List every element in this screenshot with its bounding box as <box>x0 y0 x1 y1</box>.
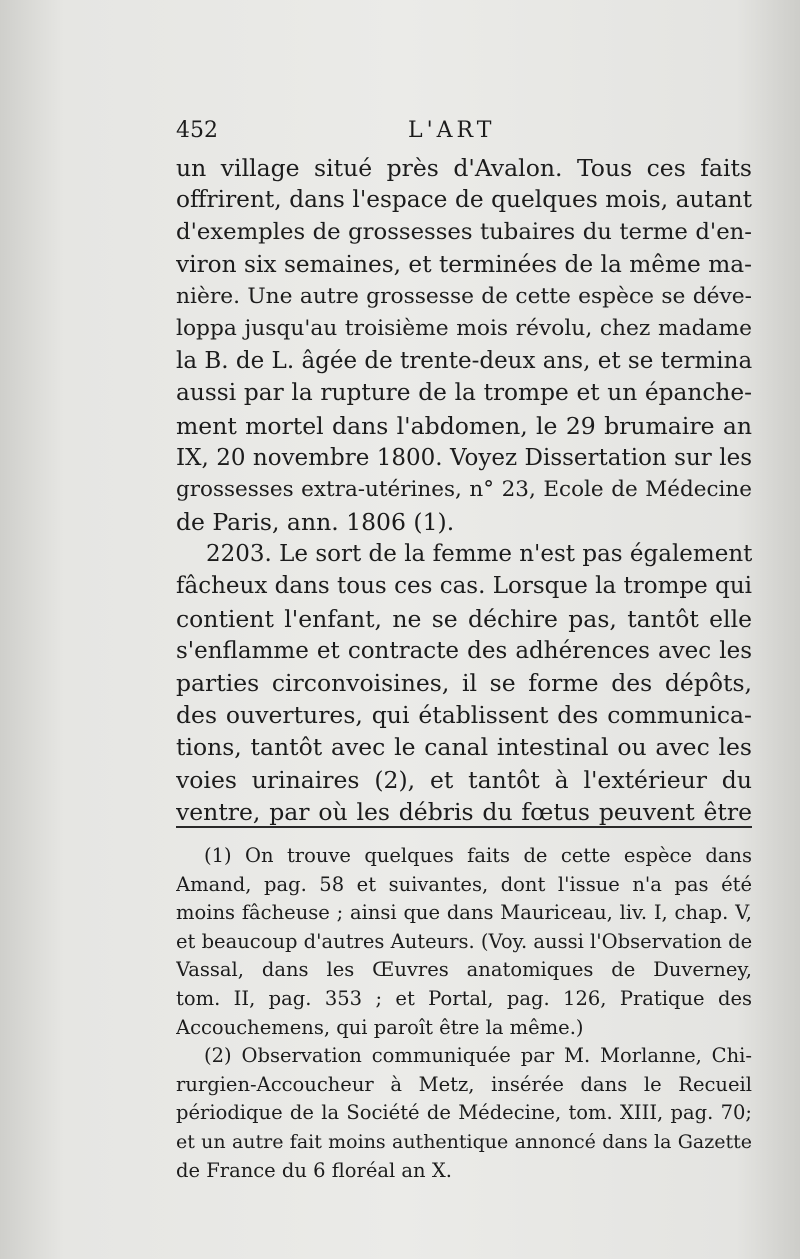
text-line: nière. Une autre grossesse de cette espèce se déve- <box>176 283 752 309</box>
text-line: parties circonvoisines, il se forme des dépôts, <box>176 669 752 697</box>
text-line: de Paris, ann. 1806 (1). <box>176 508 455 537</box>
body-text <box>176 152 752 828</box>
paragraph-start-line: 2203. Le sort de la femme n'est pas également <box>206 541 752 568</box>
text-line: offrirent, dans l'espace de quelques mois, autant <box>176 186 752 214</box>
footnote-line: et beaucoup d'autres Auteurs. (Voy. aussi l'Observation de <box>176 929 752 953</box>
footnote-line: tom. II, pag. 353 ; et Portal, pag. 126, Pratique des <box>176 986 752 1010</box>
footnotes <box>176 842 752 1185</box>
footnote-line: moins fâcheuse ; ainsi que dans Mauriceau, liv. I, chap. V, <box>176 901 752 925</box>
text-line: s'enflamme et contracte des adhérences avec les <box>176 637 752 664</box>
page-header <box>176 118 526 148</box>
text-line: aussi par la rupture de la trompe et un épanche- <box>176 379 752 407</box>
page-number: 452 <box>176 118 218 143</box>
text-line: la B. de L. âgée de trente-deux ans, et se termina <box>176 348 752 375</box>
running-head: L'ART <box>408 118 496 143</box>
text-line: des ouvertures, qui établissent des communica- <box>176 701 752 730</box>
text-line: un village situé près d'Avalon. Tous ces faits <box>176 154 752 182</box>
footnote-line: Vassal, dans les Œuvres anatomiques de Duverney, <box>176 958 752 982</box>
footnote-line: et un autre fait moins authentique annoncé dans la Gazette <box>176 1130 752 1153</box>
text-line: ventre, par où les débris du fœtus peuvent être <box>176 797 752 826</box>
text-line: viron six semaines, et terminées de la même ma- <box>176 250 752 278</box>
footnote-divider <box>176 826 752 828</box>
footnote-line: rurgien-Accoucheur à Metz, insérée dans le Recueil <box>176 1072 752 1096</box>
text-line: fâcheux dans tous ces cas. Lorsque la trompe qui <box>176 573 752 600</box>
text-line: d'exemples de grossesses tubaires du terme d'en- <box>176 219 752 246</box>
footnote-line: périodique de la Société de Médecine, tom. XIII, pag. 70; <box>176 1101 752 1125</box>
footnote-line: de France du 6 floréal an X. <box>176 1158 452 1182</box>
text-line: contient l'enfant, ne se déchire pas, tantôt elle <box>176 604 752 633</box>
footnote-line: (1) On trouve quelques faits de cette espèce dans <box>204 844 752 867</box>
footnote-line: Accouchemens, qui paroît être la même.) <box>176 1015 584 1039</box>
footnote-line: Amand, pag. 58 et suivantes, dont l'issue n'a pas été <box>176 872 752 896</box>
footnote-line: (2) Observation communiquée par M. Morlanne, Chi- <box>204 1044 752 1068</box>
text-line: tions, tantôt avec le canal intestinal ou avec les <box>176 733 752 762</box>
text-line: voies urinaires (2), et tantôt à l'extérieur du <box>176 765 752 794</box>
text-line: IX, 20 novembre 1800. Voyez Dissertation sur les <box>176 444 752 471</box>
text-line: loppa jusqu'au troisième mois révolu, chez madame <box>176 315 752 341</box>
text-line: ment mortel dans l'abdomen, le 29 brumaire an <box>176 411 752 440</box>
text-line: grossesses extra-utérines, n° 23, Ecole de Médecine <box>176 476 752 502</box>
